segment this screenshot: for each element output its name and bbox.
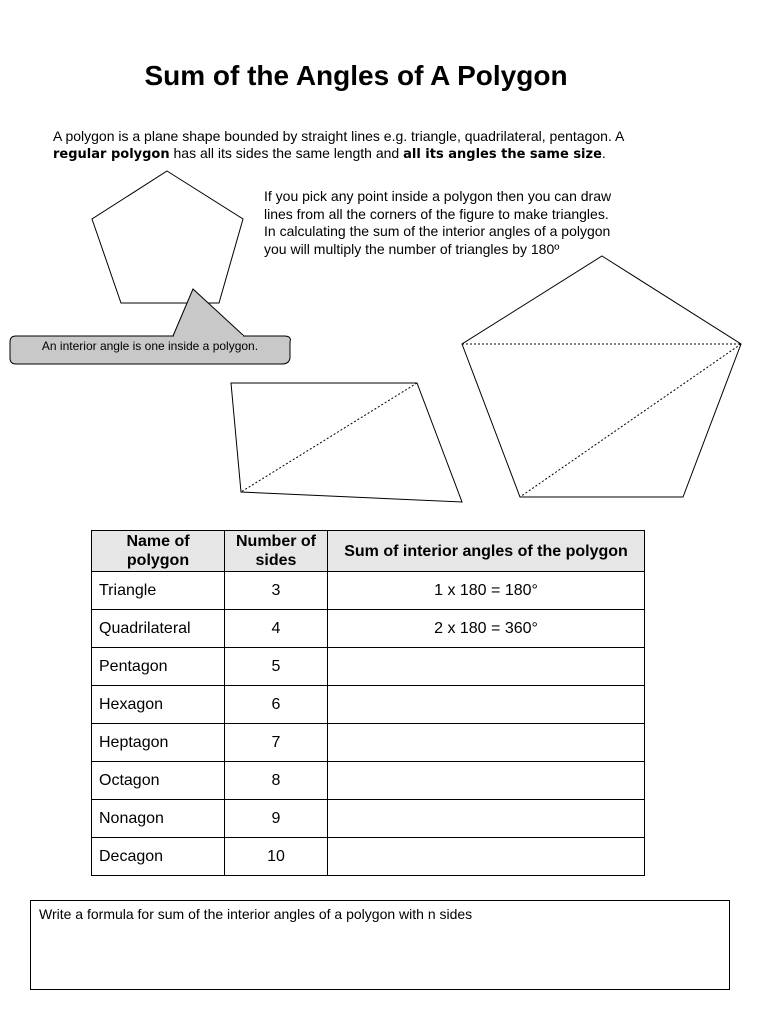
table-row	[92, 686, 645, 724]
polygon-name: Decagon	[92, 838, 225, 876]
formula-prompt: Write a formula for sum of the interior angles of a polygon with n sides	[39, 906, 473, 922]
polygon-name: Heptagon	[92, 724, 225, 762]
angle-sum[interactable]: 1 x 180 = 180°	[328, 572, 645, 610]
explanation-line: lines from all the corners of the figure to make triangles.	[264, 205, 609, 222]
explanation-line: In calculating the sum of the interior angles of a polygon	[264, 223, 611, 239]
side-count: 3	[225, 572, 328, 610]
header-sum: Sum of interior angles of the polygon	[328, 531, 645, 572]
angle-sum[interactable]	[328, 724, 645, 762]
polygon-name: Pentagon	[92, 648, 225, 686]
callout-text: An interior angle is one inside a polygon.	[41, 339, 259, 353]
table-row	[92, 724, 645, 762]
table-row	[92, 648, 645, 686]
formula-answer-box[interactable]	[30, 900, 730, 990]
quadrilateral-diagonal	[241, 383, 417, 492]
callout-pointer	[173, 289, 244, 336]
regular-pentagon	[92, 171, 243, 303]
explanation-line: If you pick any point inside a polygon then you can draw	[264, 188, 612, 204]
polygon-name: Triangle	[92, 572, 225, 610]
polygon-name: Octagon	[92, 762, 225, 800]
intro-bold-angles: all its angles the same size	[403, 147, 602, 162]
page-title: Sum of the Angles of A Polygon	[144, 60, 568, 91]
large-pentagon	[462, 256, 741, 497]
table-row	[92, 800, 645, 838]
table-row	[92, 762, 645, 800]
polygon-name: Hexagon	[92, 686, 225, 724]
table-row	[92, 838, 645, 876]
side-count: 7	[225, 724, 328, 762]
explanation-line: you will multiply the number of triangles by 180º	[264, 240, 560, 257]
angle-sum[interactable]	[328, 686, 645, 724]
header-sides: Number of sides	[225, 531, 328, 572]
table-row	[92, 572, 645, 610]
intro-text-3: .	[601, 145, 606, 161]
side-count: 6	[225, 686, 328, 724]
angle-sum[interactable]	[328, 800, 645, 838]
intro-bold-regular-polygon: regular polygon	[53, 147, 170, 162]
polygon-name: Nonagon	[92, 800, 225, 838]
polygon-name: Quadrilateral	[92, 610, 225, 648]
header-name: Name of polygon	[92, 531, 225, 572]
table-header-row	[92, 531, 645, 572]
intro-text-2: has all its sides the same length and	[169, 145, 404, 161]
side-count: 8	[225, 762, 328, 800]
side-count: 9	[225, 800, 328, 838]
angle-sum[interactable]: 2 x 180 = 360°	[328, 610, 645, 648]
table-row	[92, 610, 645, 648]
side-count: 10	[225, 838, 328, 876]
angle-sum[interactable]	[328, 762, 645, 800]
intro-text-1: A polygon is a plane shape bounded by straight lines e.g. triangle, quadrilateral, pentagon. A	[53, 128, 625, 144]
angles-table	[91, 530, 645, 876]
side-count: 5	[225, 648, 328, 686]
angle-sum[interactable]	[328, 648, 645, 686]
quadrilateral	[231, 383, 462, 502]
angle-sum[interactable]	[328, 838, 645, 876]
side-count: 4	[225, 610, 328, 648]
pentagon-diagonal	[520, 344, 741, 497]
